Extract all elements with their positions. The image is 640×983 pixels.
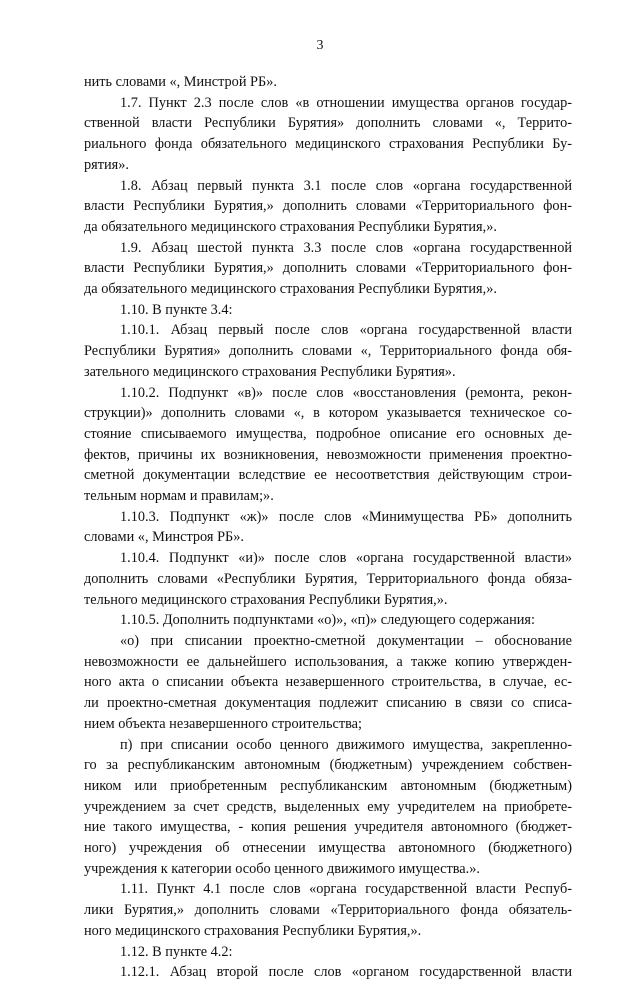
text-line: 1.10.4. Подпункт «и)» после слов «органа государственной власти» [120, 550, 572, 567]
text-line: фектов, причины их возникновения, невозможности применения проектно- [84, 446, 572, 463]
text-line: 1.10. В пункте 3.4: [120, 301, 233, 318]
text-line: дополнить словами «Республики Бурятия, Территориального фонда обяза- [84, 570, 572, 587]
text-line: тельного медицинского страхования Республики Бурятия,». [84, 591, 448, 608]
page-number: 3 [316, 38, 324, 53]
text-line: невозможности ее дальнейшего использования, а также копию утвержден- [84, 653, 572, 670]
text-line: 1.11. Пункт 4.1 после слов «органа государственной власти Респуб- [120, 881, 572, 898]
text-line: ником или приобретенным республиканским автономным (бюджетным) [84, 777, 572, 794]
text-line: 1.12. В пункте 4.2: [120, 943, 233, 960]
text-line: сметной документации вследствие ее несоответствия действующим строи- [84, 467, 572, 484]
text-line: ли проектно-сметная документация подлежит списанию в связи со списа- [84, 695, 572, 712]
text-line: го за республиканским автономным (бюджетным) учреждением собствен- [84, 757, 572, 774]
text-line: да обязательного медицинского страхования Республики Бурятия,». [84, 218, 497, 235]
text-line: ного) учреждения об отнесении имущества автономного (бюджетного) [84, 840, 572, 857]
text-line: нить словами «, Минстрой РБ». [84, 74, 277, 90]
text-line: стояние списываемого имущества, подробное описание его основных де- [84, 425, 572, 442]
text-line: 1.10.1. Абзац первый после слов «органа государственной власти [120, 322, 572, 339]
text-line: 1.8. Абзац первый пункта 3.1 после слов «органа государственной [120, 177, 572, 194]
text-line: да обязательного медицинского страхования Республики Бурятия,». [84, 281, 497, 298]
text-line: власти Республики Бурятия,» дополнить словами «Территориального фон- [84, 198, 572, 215]
text-line: Республики Бурятия» дополнить словами «, Территориального фонда обя- [84, 343, 572, 360]
document-body [84, 72, 572, 983]
text-line: 1.10.3. Подпункт «ж)» после слов «Минимущества РБ» дополнить [120, 508, 572, 525]
text-line: власти Республики Бурятия,» дополнить словами «Территориального фон- [84, 260, 572, 277]
text-line: ственной власти Республики Бурятия» дополнить словами «, Террито- [84, 115, 572, 132]
text-line: нием объекта незавершенного строительства; [84, 715, 362, 732]
text-line: 1.10.2. Подпункт «в)» после слов «восстановления (ремонта, рекон- [120, 384, 572, 401]
text-line: 1.7. Пункт 2.3 после слов «в отношении имущества органов государ- [120, 94, 572, 111]
text-line: рятия». [84, 156, 129, 173]
text-line: учреждением за счет средств, выделенных ему учредителем на приобрете- [84, 798, 572, 815]
text-line: риального фонда обязательного медицинского страхования Республики Бу- [84, 136, 572, 153]
text-line: ние такого имущества, - копия решения учредителя автономного (бюджет- [84, 819, 572, 836]
text-line: лики Бурятия,» дополнить словами «Территориального фонда обязатель- [84, 902, 572, 919]
text-line: ного акта о списании объекта незавершенного строительства, в случае, ес- [84, 674, 572, 691]
text-line: 1.10.5. Дополнить подпунктами «о)», «п)» следующего содержания: [120, 612, 535, 629]
text-line: струкции)» дополнить словами «, в котором указывается техническое со- [84, 405, 572, 422]
text-line: тельным нормам и правилам;». [84, 488, 274, 505]
text-line: учреждения к категории особо ценного движимого имущества.». [84, 860, 480, 877]
text-line: 1.12.1. Абзац второй после слов «органом государственной власти [120, 964, 572, 981]
text-line: 1.9. Абзац шестой пункта 3.3 после слов «органа государственной [120, 239, 572, 256]
text-line: п) при списании особо ценного движимого имущества, закрепленно- [120, 736, 572, 753]
text-line: «о) при списании проектно-сметной документации – обоснование [120, 632, 572, 649]
text-line: зательного медицинского страхования Республики Бурятия». [84, 363, 456, 380]
text-line: словами «, Минстроя РБ». [84, 529, 244, 546]
text-line: ного медицинского страхования Республики Бурятия,». [84, 922, 422, 939]
